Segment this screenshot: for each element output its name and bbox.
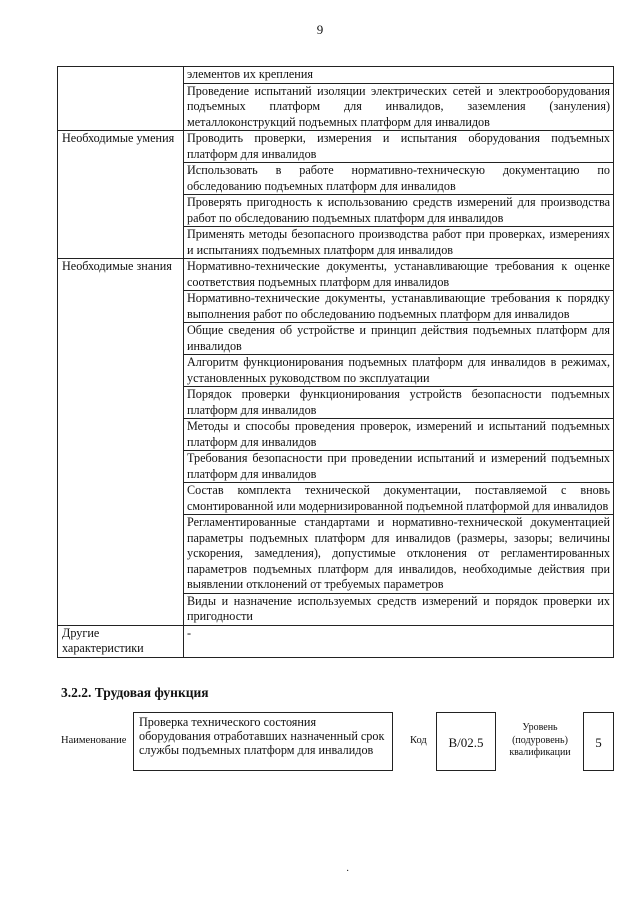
row-item: Нормативно-технические документы, устанавливающие требования к оценке соответствия подъемных платформ для инвалидов [184, 259, 614, 291]
row-label [58, 67, 184, 131]
name-label: Наименование [61, 735, 127, 746]
row-label: Необходимые умения [58, 131, 184, 259]
row-item: Регламентированные стандартами и нормативно-технической документацией параметры подъемных платформ для инвалидов (размеры, зазоры; величины ускорения, замедления), допустимые отклонения от регламентированных параметров подъемных платформ для инвалидов, необходимые действия при выявлении отклонений от требуемых параметров [184, 515, 614, 594]
row-item: Алгоритм функционирования подъемных платформ для инвалидов в режимах, установленных руководством по эксплуатации [184, 355, 614, 387]
row-item: Методы и способы проведения проверок, измерений и испытаний подъемных платформ для инвалидов [184, 419, 614, 451]
row-item: элементов их крепления [184, 67, 614, 84]
row-item: Проверять пригодность к использованию средств измерений для производства работ по обследованию подъемных платформ для инвалидов [184, 195, 614, 227]
table-row [58, 131, 614, 163]
table-row [58, 67, 614, 84]
row-label: Другие характеристики [58, 625, 184, 657]
section-title: 3.2.2. Трудовая функция [61, 685, 209, 700]
row-label: Необходимые знания [58, 259, 184, 626]
row-item: Проведение испытаний изоляции электрических сетей и электрооборудования подъемных платформ для инвалидов, заземления (зануления) металлоконструкций подъемных платформ для инвалидов [184, 83, 614, 131]
page-number: 9 [316, 22, 324, 37]
row-item: Нормативно-технические документы, устанавливающие требования к порядку выполнения работ по обследованию подъемных платформ для инвалидов [184, 291, 614, 323]
function-name-box: Проверка технического состояния оборудования отработавших назначенный срок службы подъемных платформ для инвалидов [133, 712, 393, 771]
row-item: - [184, 625, 614, 657]
code-label: Код [410, 735, 427, 746]
footer-mark: · [346, 866, 350, 877]
row-item: Общие сведения об устройстве и принцип действия подъемных платформ для инвалидов [184, 323, 614, 355]
table-row [58, 625, 614, 657]
row-item: Применять методы безопасного производства работ при проверках, измерениях и испытаниях подъемных платформ для инвалидов [184, 227, 614, 259]
row-item: Виды и назначение используемых средств измерений и порядок проверки их пригодности [184, 593, 614, 625]
row-item: Порядок проверки функционирования устройств безопасности подъемных платформ для инвалидов [184, 387, 614, 419]
row-item: Состав комплекта технической документации, поставляемой с вновь смонтированной или модернизированной подъемной платформой для инвалидов [184, 483, 614, 515]
qualification-level-label: Уровень (подуровень) квалификации [509, 722, 571, 758]
function-code-box: B/02.5 [436, 712, 496, 771]
competency-table [57, 66, 614, 658]
qualification-level-box: 5 [583, 712, 614, 771]
row-item: Требования безопасности при проведении испытаний и измерений подъемных платформ для инвалидов [184, 451, 614, 483]
row-item: Использовать в работе нормативно-техническую документацию по обследованию подъемных платформ для инвалидов [184, 163, 614, 195]
table-row [58, 259, 614, 291]
row-item: Проводить проверки, измерения и испытания оборудования подъемных платформ для инвалидов [184, 131, 614, 163]
